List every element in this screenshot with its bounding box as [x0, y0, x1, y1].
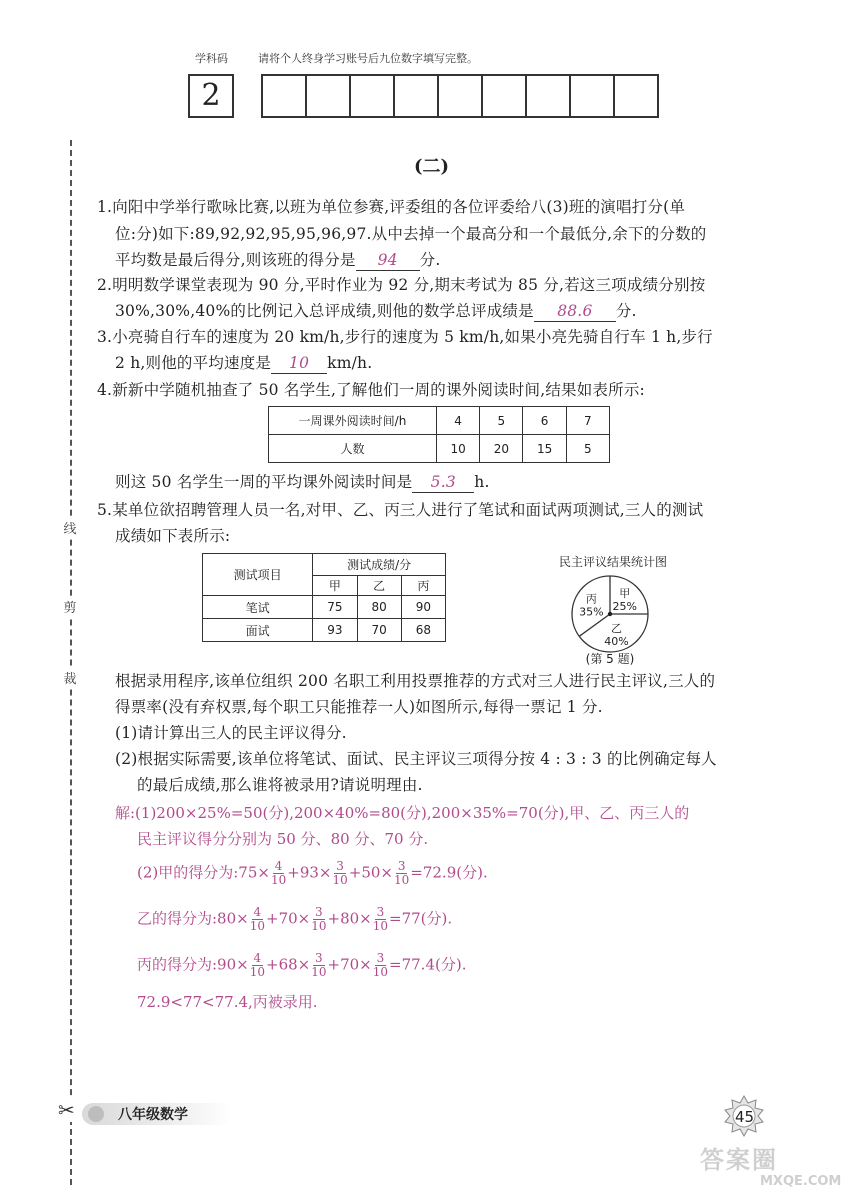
fraction: $\frac{3}{10}$ — [332, 859, 348, 887]
account-digit-cell[interactable] — [393, 74, 439, 118]
test-score-table — [202, 553, 446, 642]
q3-answer: 10 — [271, 353, 327, 374]
cut-mark-tear: 裁 — [60, 668, 80, 687]
footer-book-title: 八年级数学 — [118, 1107, 188, 1123]
table-row — [203, 554, 446, 576]
fraction: $\frac{4}{10}$ — [249, 951, 265, 979]
fraction: $\frac{3}{10}$ — [311, 951, 327, 979]
fraction: $\frac{3}{10}$ — [372, 951, 389, 979]
pie-center-dot — [608, 612, 612, 616]
account-digit-cell[interactable] — [525, 74, 571, 118]
vote-pie-chart — [560, 572, 660, 656]
solution-yi: 乙的得分为:80× $\frac{4}{10}$ +70× $\frac{3}{10}$ +80× $\frac{3}{10}$ =77(分). — [137, 905, 453, 933]
pie-percent-label: 40% — [604, 634, 629, 648]
account-digit-cell[interactable] — [569, 74, 615, 118]
cut-mark-line: 线 — [60, 518, 80, 537]
q5-line2: 成绩如下表所示: — [115, 527, 231, 545]
cut-line — [70, 140, 72, 1185]
account-digit-cell[interactable] — [481, 74, 527, 118]
table-cell: 75 — [313, 596, 357, 619]
table-cell: 4 — [436, 407, 479, 435]
section-title: (二) — [413, 156, 450, 177]
table-cell: 6 — [523, 407, 566, 435]
table-header-cell: 乙 — [357, 576, 401, 596]
account-digit-cell[interactable] — [305, 74, 351, 118]
pie-category-label: 甲 — [619, 587, 631, 601]
account-instruction: 请将个人终身学习账号后九位数字填写完整。 — [258, 52, 478, 65]
q3-line2: 2 h,则他的平均速度是 10 km/h. — [115, 354, 373, 372]
fraction: $\frac{4}{10}$ — [249, 905, 265, 933]
q5-sub1: (1)请计算出三人的民主评议得分. — [115, 724, 347, 742]
q4-line1: 4.新新中学随机抽查了 50 名学生,了解他们一周的课外阅读时间,结果如表所示: — [97, 381, 645, 399]
table-row — [203, 619, 446, 642]
q4-line2: 则这 50 名学生一周的平均课外阅读时间是 5.3 h. — [115, 473, 490, 491]
fraction: $\frac{3}{10}$ — [311, 905, 327, 933]
solution-conclusion: 72.9<77<77.4,丙被录用. — [137, 993, 318, 1011]
table-cell: 10 — [436, 435, 479, 463]
table-cell: 68 — [401, 619, 445, 642]
scissors-icon: ✂ — [58, 1098, 75, 1122]
table-cell: 93 — [313, 619, 357, 642]
pie-category-label: 乙 — [610, 621, 622, 635]
account-digit-boxes[interactable] — [261, 74, 657, 118]
q5-line3: 根据录用程序,该单位组织 200 名职工利用投票推荐的方式对三人进行民主评议,三人的 — [115, 672, 716, 690]
q2-line1: 2.明明数学课堂表现为 90 分,平时作业为 92 分,期末考试为 85 分,若这三项成绩分别按 — [97, 276, 706, 294]
chart-title: 民主评议结果统计图 — [558, 555, 667, 569]
pie-category-label: 丙 — [585, 592, 597, 606]
solution-line2: 民主评议得分分别为 50 分、80 分、70 分. — [137, 830, 429, 848]
pie-percent-label: 25% — [612, 600, 638, 614]
cut-mark-cut: 剪 — [60, 597, 80, 616]
account-digit-cell[interactable] — [261, 74, 307, 118]
q1-line1: 1.向阳中学举行歌咏比赛,以班为单位参赛,评委组的各位评委给八(3)班的演唱打分(单 — [97, 198, 686, 216]
table-cell: 5 — [480, 407, 523, 435]
chart-caption: (第 5 题) — [585, 652, 635, 666]
footer-badge-icon — [88, 1106, 104, 1122]
table-cell: 80 — [357, 596, 401, 619]
account-digit-cell[interactable] — [349, 74, 395, 118]
q3-line1: 3.小亮骑自行车的速度为 20 km/h,步行的速度为 5 km/h,如果小亮先骑自行车 1 h,步行 — [97, 328, 713, 346]
q1-line2: 位:分)如下:89,92,92,95,95,96,97.从中去掉一个最高分和一个最低分,余下的分数的 — [115, 225, 707, 243]
q1-answer: 94 — [356, 250, 420, 271]
table-header-cell: 测试成绩/分 — [313, 554, 446, 576]
page-number: 45 — [735, 1108, 755, 1126]
fraction: $\frac{3}{10}$ — [372, 905, 389, 933]
solution-bing: 丙的得分为:90× $\frac{4}{10}$ +68× $\frac{3}{10}$ +70× $\frac{3}{10}$ =77.4(分). — [137, 951, 467, 979]
table-row — [269, 435, 610, 463]
q5-sub2-line1: (2)根据实际需要,该单位将笔试、面试、民主评议三项得分按 4 : 3 : 3 的比例确定每人 — [115, 750, 717, 768]
q2-line2: 30%,30%,40%的比例记入总评成绩,则他的数学总评成绩是 88.6 分. — [115, 302, 637, 320]
subject-code-box: 2 — [188, 74, 234, 118]
subject-code-label: 学科码 — [195, 52, 228, 65]
table-row — [269, 407, 610, 435]
fraction: $\frac{4}{10}$ — [270, 859, 287, 887]
reading-time-table — [268, 406, 610, 463]
watermark-logo: 答案圈 — [700, 1146, 778, 1174]
table-header-cell: 测试项目 — [203, 554, 313, 596]
fraction: $\frac{3}{10}$ — [394, 859, 410, 887]
table-header-cell: 丙 — [401, 576, 445, 596]
account-digit-cell[interactable] — [437, 74, 483, 118]
table-cell: 90 — [401, 596, 445, 619]
q5-sub2-line2: 的最后成绩,那么谁将被录用?请说明理由. — [137, 776, 423, 794]
table-cell: 5 — [566, 435, 609, 463]
pie-percent-label: 35% — [579, 605, 604, 619]
table-row — [203, 596, 446, 619]
table-cell: 20 — [480, 435, 523, 463]
q2-answer: 88.6 — [534, 301, 616, 322]
table-cell: 7 — [566, 407, 609, 435]
q4-answer: 5.3 — [412, 472, 474, 493]
q5-line1: 5.某单位欲招聘管理人员一名,对甲、乙、丙三人进行了笔试和面试两项测试,三人的测试 — [97, 501, 704, 519]
solution-jia: (2)甲的得分为:75× $\frac{4}{10}$ +93× $\frac{3}{10}$ +50× $\frac{3}{10}$ =72.9(分). — [137, 859, 488, 887]
table-cell: 70 — [357, 619, 401, 642]
q5-line4: 得票率(没有弃权票,每个职工只能推荐一人)如图所示,每得一票记 1 分. — [115, 698, 603, 716]
table-header-cell: 笔试 — [203, 596, 313, 619]
q1-line3: 平均数是最后得分,则该班的得分是 94 分. — [115, 251, 441, 269]
solution-line1: 解:(1)200×25%=50(分),200×40%=80(分),200×35%=70(分),甲、乙、丙三人的 — [115, 804, 690, 822]
table-header-cell: 面试 — [203, 619, 313, 642]
table-header-cell: 一周课外阅读时间/h — [269, 407, 437, 435]
account-digit-cell[interactable] — [613, 74, 659, 118]
table-header-cell: 人数 — [269, 435, 437, 463]
watermark-url: MXQE.COM — [760, 1174, 842, 1189]
table-header-cell: 甲 — [313, 576, 357, 596]
table-cell: 15 — [523, 435, 566, 463]
